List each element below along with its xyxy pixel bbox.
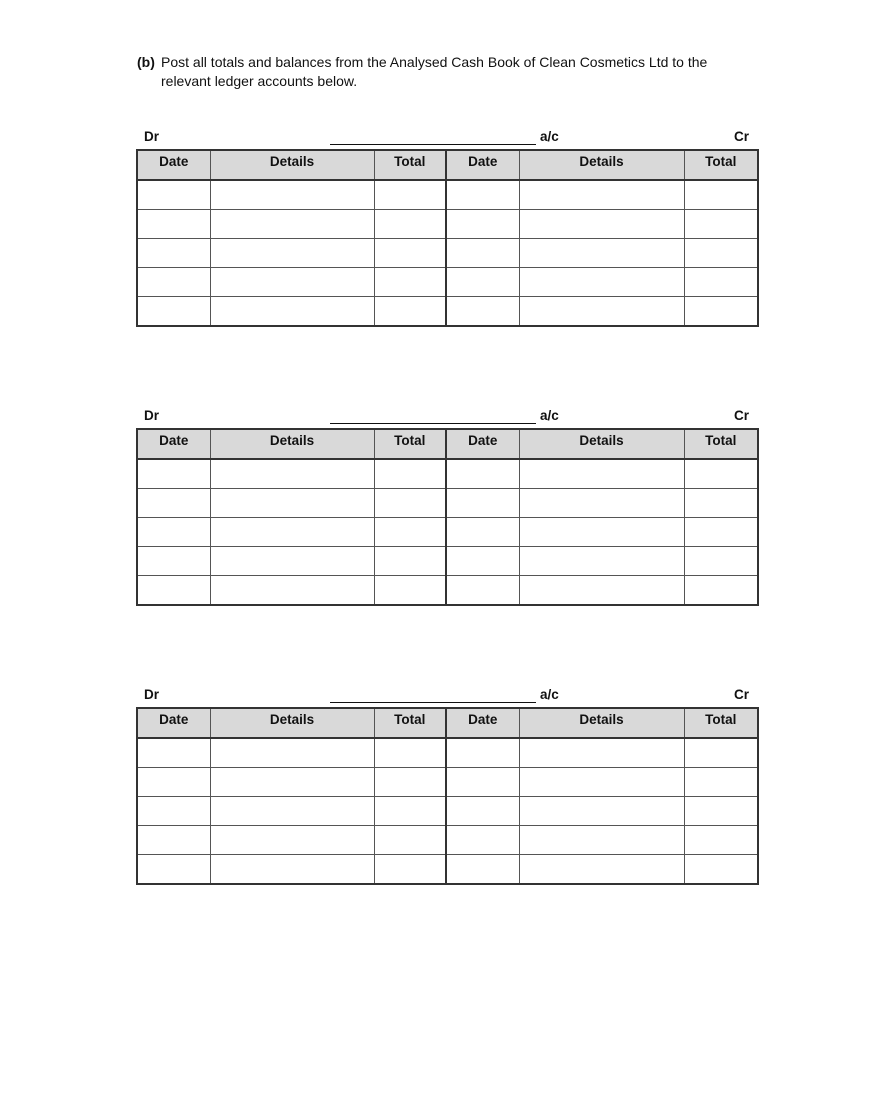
table-row <box>137 180 758 210</box>
debit-details-header: Details <box>210 150 374 180</box>
question-text <box>137 53 757 91</box>
table-cell[interactable] <box>374 459 446 489</box>
table-cell[interactable] <box>374 797 446 826</box>
table-cell[interactable] <box>374 768 446 797</box>
table-cell[interactable] <box>519 297 684 327</box>
table-cell[interactable] <box>210 826 374 855</box>
table-cell[interactable] <box>210 489 374 518</box>
table-cell[interactable] <box>519 268 684 297</box>
table-row <box>137 210 758 239</box>
table-cell[interactable] <box>210 459 374 489</box>
account-suffix: a/c <box>540 129 559 144</box>
table-cell[interactable] <box>446 797 519 826</box>
table-cell[interactable] <box>684 489 758 518</box>
table-row <box>137 576 758 606</box>
table-cell[interactable] <box>684 768 758 797</box>
table-cell[interactable] <box>210 297 374 327</box>
table-row <box>137 239 758 268</box>
credit-date-header: Date <box>446 150 519 180</box>
table-row <box>137 826 758 855</box>
table-row <box>137 297 758 327</box>
ledger-header-row <box>137 708 758 738</box>
ledger-table <box>136 707 759 885</box>
table-row <box>137 518 758 547</box>
table-cell[interactable] <box>446 576 519 606</box>
table-cell[interactable] <box>210 797 374 826</box>
table-cell[interactable] <box>374 210 446 239</box>
table-cell[interactable] <box>137 797 210 826</box>
table-cell[interactable] <box>374 576 446 606</box>
table-cell[interactable] <box>684 268 758 297</box>
table-cell[interactable] <box>519 180 684 210</box>
table-cell[interactable] <box>137 239 210 268</box>
table-cell[interactable] <box>684 738 758 768</box>
table-cell[interactable] <box>684 239 758 268</box>
table-cell[interactable] <box>374 268 446 297</box>
ledger-header-row <box>137 429 758 459</box>
table-cell[interactable] <box>446 459 519 489</box>
ledger-header <box>136 408 757 430</box>
table-cell[interactable] <box>684 180 758 210</box>
table-cell[interactable] <box>137 826 210 855</box>
table-cell[interactable] <box>446 489 519 518</box>
table-cell[interactable] <box>446 738 519 768</box>
table-cell[interactable] <box>137 180 210 210</box>
table-cell[interactable] <box>519 855 684 885</box>
table-cell[interactable] <box>519 576 684 606</box>
ledger-account-1 <box>136 129 757 169</box>
table-cell[interactable] <box>684 518 758 547</box>
table-cell[interactable] <box>374 547 446 576</box>
table-cell[interactable] <box>684 297 758 327</box>
credit-details-header: Details <box>519 429 684 459</box>
table-cell[interactable] <box>210 518 374 547</box>
table-cell[interactable] <box>210 180 374 210</box>
credit-date-header: Date <box>446 708 519 738</box>
table-row <box>137 547 758 576</box>
table-cell[interactable] <box>374 489 446 518</box>
account-suffix: a/c <box>540 687 559 702</box>
question-line-1: Post all totals and balances from the Analysed Cash Book of Clean Cosmetics Ltd to the <box>161 54 708 70</box>
table-row <box>137 855 758 885</box>
table-row <box>137 738 758 768</box>
debit-date-header: Date <box>137 708 210 738</box>
ledger-header <box>136 129 757 151</box>
table-cell[interactable] <box>446 768 519 797</box>
debit-date-header: Date <box>137 150 210 180</box>
table-cell[interactable] <box>137 855 210 885</box>
table-cell[interactable] <box>519 210 684 239</box>
table-cell[interactable] <box>684 547 758 576</box>
table-row <box>137 268 758 297</box>
credit-label: Cr <box>733 408 749 423</box>
table-cell[interactable] <box>446 518 519 547</box>
debit-total-header: Total <box>374 708 446 738</box>
table-cell[interactable] <box>210 547 374 576</box>
question-line-2: relevant ledger accounts below. <box>161 73 358 89</box>
table-cell[interactable] <box>446 180 519 210</box>
table-cell[interactable] <box>374 738 446 768</box>
table-cell[interactable] <box>519 826 684 855</box>
table-cell[interactable] <box>684 576 758 606</box>
table-cell[interactable] <box>519 797 684 826</box>
table-cell[interactable] <box>210 768 374 797</box>
table-cell[interactable] <box>137 576 210 606</box>
table-cell[interactable] <box>374 180 446 210</box>
ledger-header <box>136 687 757 709</box>
account-name-blank[interactable] <box>330 408 536 424</box>
credit-total-header: Total <box>684 429 758 459</box>
debit-total-header: Total <box>374 429 446 459</box>
table-cell[interactable] <box>210 239 374 268</box>
table-cell[interactable] <box>519 239 684 268</box>
credit-details-header: Details <box>519 150 684 180</box>
table-cell[interactable] <box>137 297 210 327</box>
table-cell[interactable] <box>137 489 210 518</box>
table-cell[interactable] <box>374 297 446 327</box>
account-name-blank[interactable] <box>330 129 536 145</box>
table-cell[interactable] <box>137 268 210 297</box>
table-cell[interactable] <box>137 518 210 547</box>
table-cell[interactable] <box>684 826 758 855</box>
table-cell[interactable] <box>684 210 758 239</box>
ledger-header-row <box>137 150 758 180</box>
table-cell[interactable] <box>446 239 519 268</box>
credit-total-header: Total <box>684 150 758 180</box>
credit-total-header: Total <box>684 708 758 738</box>
table-cell[interactable] <box>446 268 519 297</box>
table-cell[interactable] <box>374 239 446 268</box>
debit-details-header: Details <box>210 708 374 738</box>
credit-label: Cr <box>733 687 749 702</box>
table-cell[interactable] <box>519 768 684 797</box>
table-cell[interactable] <box>446 297 519 327</box>
table-cell[interactable] <box>210 855 374 885</box>
ledger-table <box>136 149 759 327</box>
table-cell[interactable] <box>210 268 374 297</box>
table-cell[interactable] <box>519 459 684 489</box>
ledger-account-2 <box>136 408 757 448</box>
table-cell[interactable] <box>210 210 374 239</box>
table-cell[interactable] <box>137 210 210 239</box>
table-cell[interactable] <box>446 855 519 885</box>
ledger-table <box>136 428 759 606</box>
table-cell[interactable] <box>137 738 210 768</box>
table-cell[interactable] <box>446 826 519 855</box>
table-cell[interactable] <box>374 518 446 547</box>
table-row <box>137 797 758 826</box>
table-row <box>137 489 758 518</box>
question-label: (b) <box>137 54 155 70</box>
table-cell[interactable] <box>137 547 210 576</box>
credit-label: Cr <box>733 129 749 144</box>
credit-date-header: Date <box>446 429 519 459</box>
table-cell[interactable] <box>519 489 684 518</box>
table-cell[interactable] <box>684 459 758 489</box>
table-cell[interactable] <box>210 576 374 606</box>
table-cell[interactable] <box>519 547 684 576</box>
table-cell[interactable] <box>374 826 446 855</box>
ledger-account-3 <box>136 687 757 727</box>
account-suffix: a/c <box>540 408 559 423</box>
debit-label: Dr <box>144 129 160 144</box>
table-cell[interactable] <box>684 797 758 826</box>
debit-total-header: Total <box>374 150 446 180</box>
debit-label: Dr <box>144 687 160 702</box>
table-cell[interactable] <box>519 738 684 768</box>
account-name-blank[interactable] <box>330 687 536 703</box>
credit-details-header: Details <box>519 708 684 738</box>
table-cell[interactable] <box>446 210 519 239</box>
table-cell[interactable] <box>684 855 758 885</box>
debit-date-header: Date <box>137 429 210 459</box>
table-cell[interactable] <box>519 518 684 547</box>
table-cell[interactable] <box>137 459 210 489</box>
table-cell[interactable] <box>446 547 519 576</box>
debit-label: Dr <box>144 408 160 423</box>
table-row <box>137 768 758 797</box>
table-cell[interactable] <box>210 738 374 768</box>
debit-details-header: Details <box>210 429 374 459</box>
table-row <box>137 459 758 489</box>
table-cell[interactable] <box>374 855 446 885</box>
table-cell[interactable] <box>137 768 210 797</box>
